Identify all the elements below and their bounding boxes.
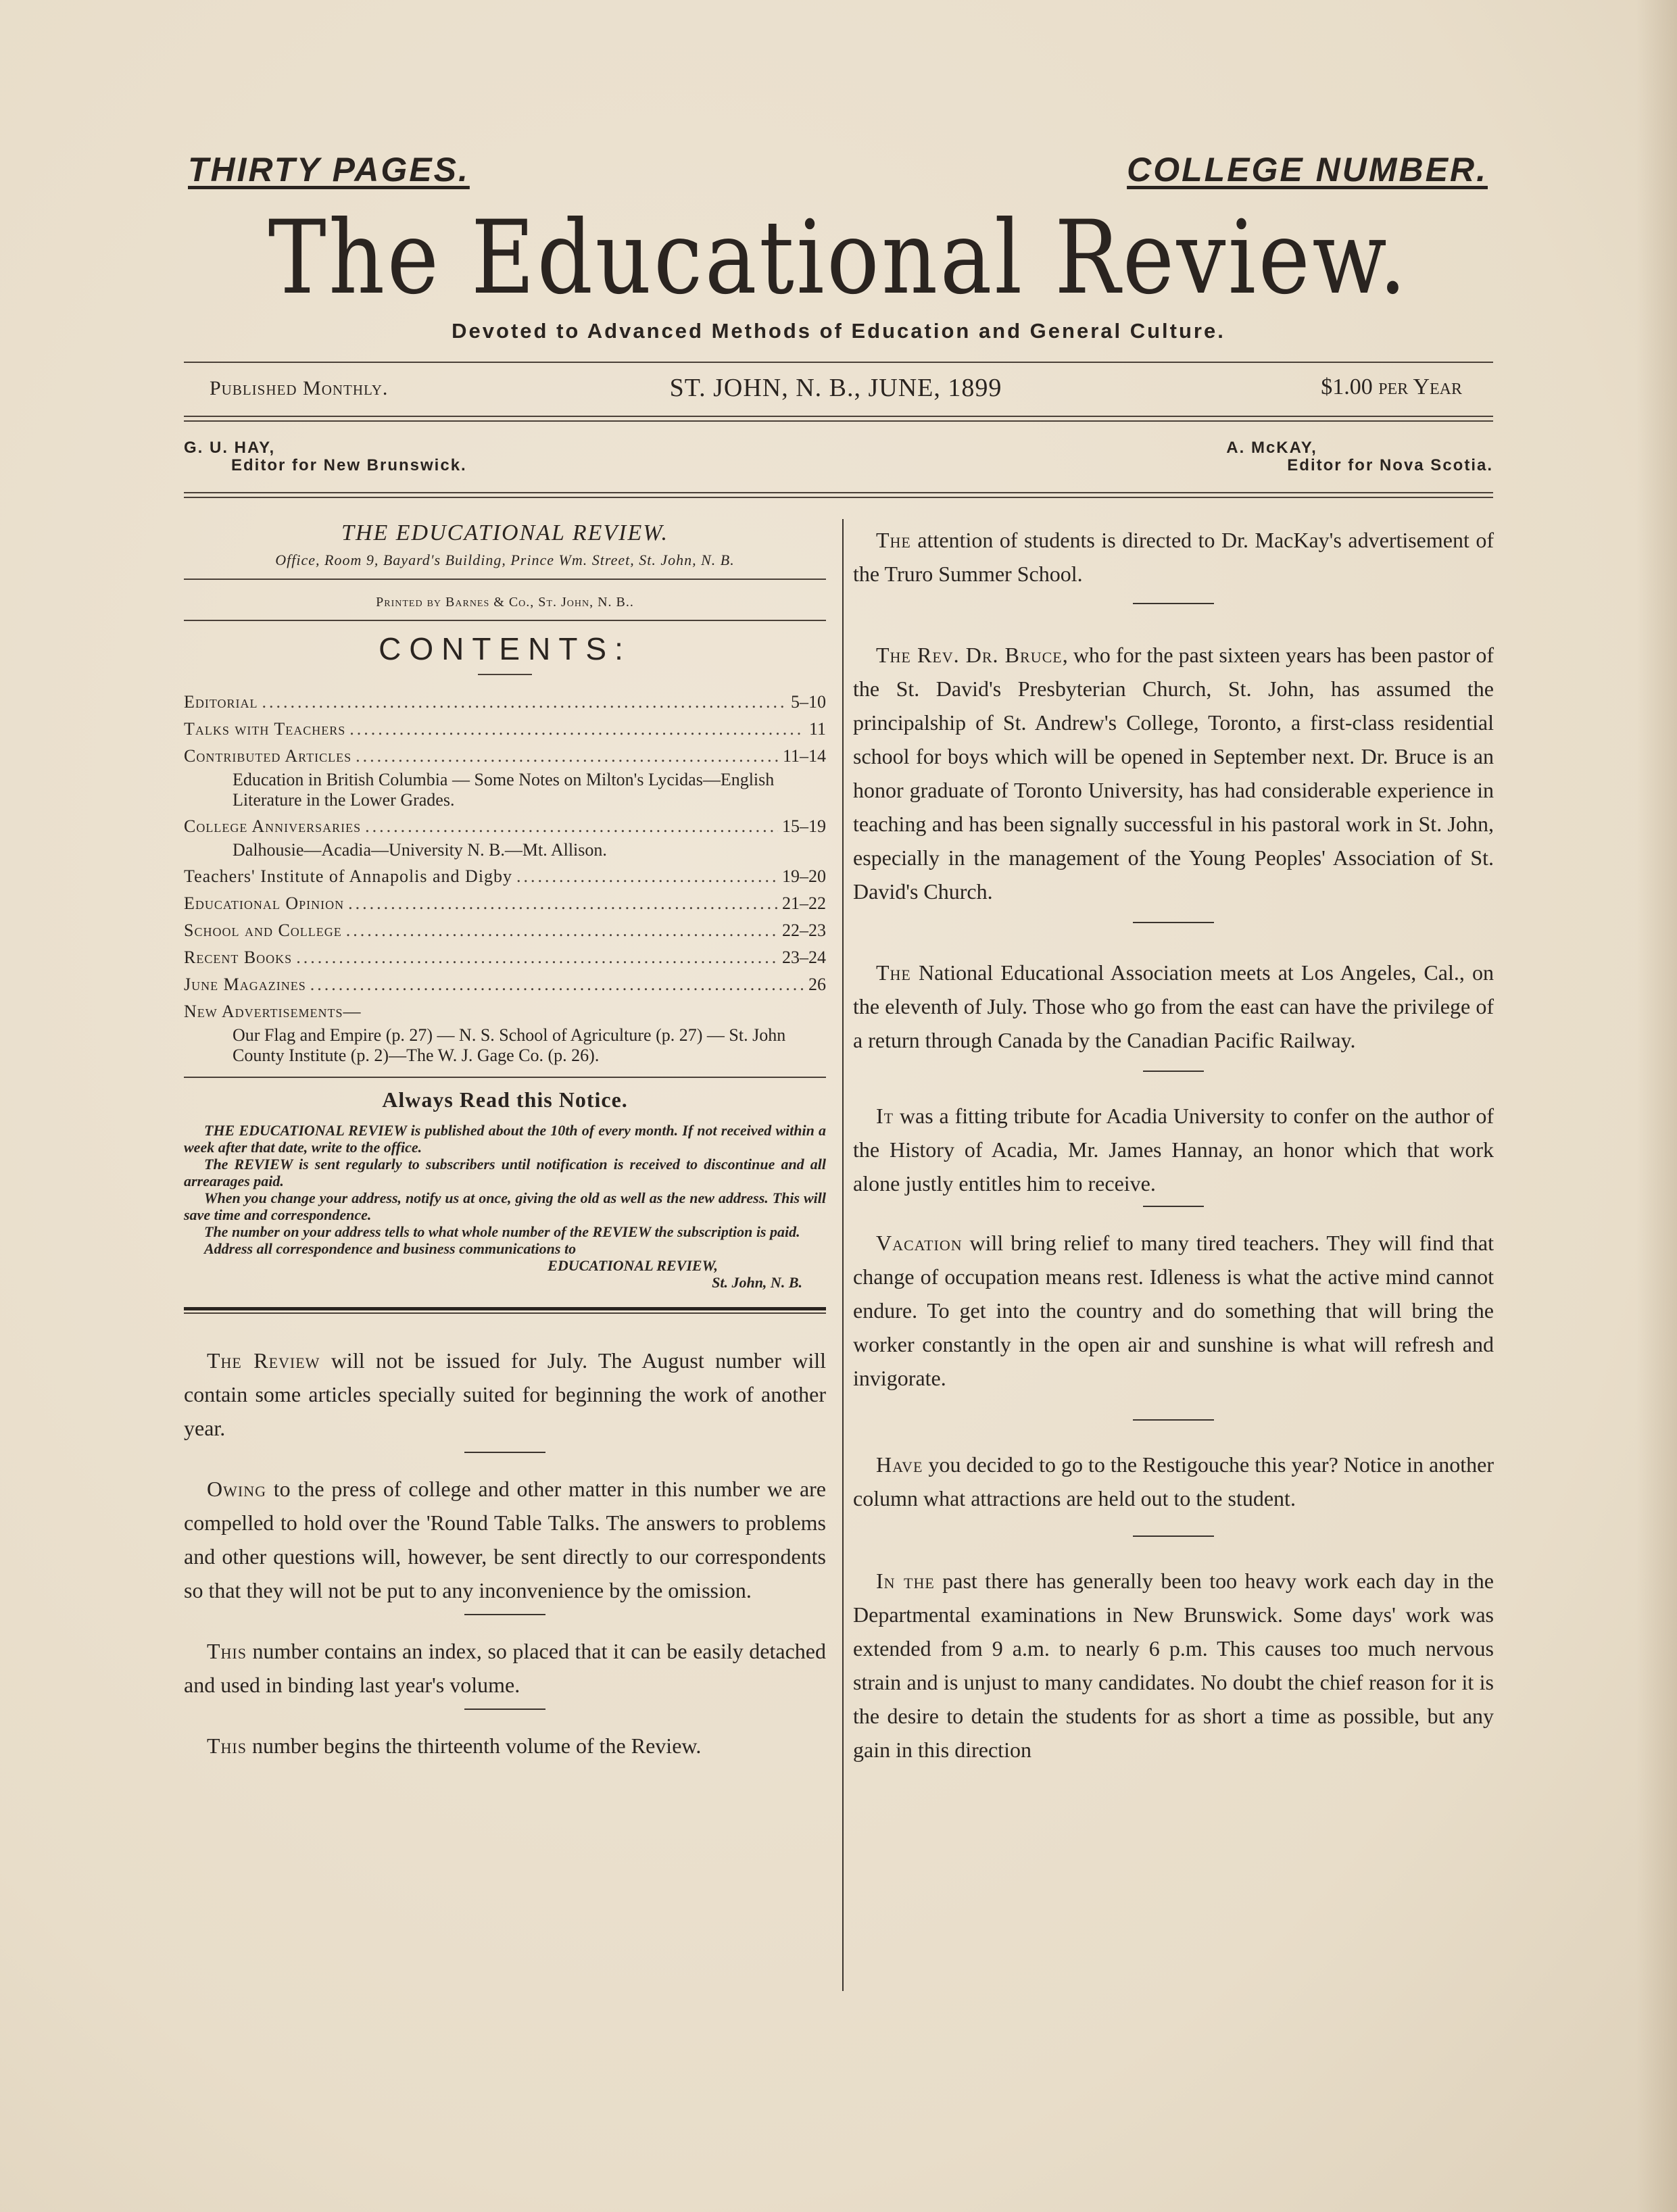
toc-pages: 11–14 (782, 746, 826, 766)
toc-pages: 23–24 (782, 948, 826, 967)
notice-line: THE EDUCATIONAL REVIEW is published about the 10th of every month. If not received within a week after that date, write to the office. (184, 1122, 826, 1156)
notice-body (184, 1122, 826, 1291)
office-address: Office, Room 9, Bayard's Building, Prince Wm. Street, St. John, N. B. (275, 551, 735, 568)
price: $1.00 per Year (1321, 374, 1462, 399)
editor-ns-name: A. McKAY, (1226, 439, 1317, 457)
notice-address-2: St. John, N. B. (712, 1274, 802, 1291)
toc-row (184, 743, 826, 770)
toc-title: Recent Books (184, 948, 293, 967)
toc-pages: 19–20 (782, 866, 826, 886)
toc-title: Contributed Articles (184, 746, 352, 766)
toc-title: Editorial (184, 692, 258, 712)
toc-title: School and College (184, 920, 342, 940)
masthead-title: The Educational Review. (268, 199, 1409, 317)
table-of-contents (184, 689, 826, 1066)
rule-double-1 (184, 416, 1493, 422)
thick-rule (184, 1307, 826, 1310)
toc-title: June Magazines (184, 975, 306, 994)
toc-row (184, 944, 826, 971)
separator (1133, 922, 1214, 923)
contents-heading: CONTENTS: (379, 631, 631, 666)
paragraph: This number contains an index, so placed that it can be easily detached and used in binding last year's volume. (184, 1639, 826, 1697)
toc-title: College Anniversaries (184, 816, 362, 836)
toc-row (184, 890, 826, 917)
notice-address-1: EDUCATIONAL REVIEW, (548, 1257, 718, 1274)
toc-description: Education in British Columbia — Some Notes on Milton's Lycidas—English Literature in the Lower Grades. (233, 770, 775, 810)
toc-row (184, 689, 826, 716)
new-ads-label: New Advertisements— (184, 1002, 362, 1021)
place-date: ST. JOHN, N. B., JUNE, 1899 (669, 374, 1002, 402)
thin-rule (184, 1312, 826, 1314)
left-paragraphs (184, 1344, 826, 1763)
right-column (853, 514, 1494, 1767)
notice-line: The number on your address tells to what whole number of the REVIEW the subscription is paid. (204, 1223, 800, 1240)
separator (1143, 1206, 1204, 1207)
printed-by: Printed by Barnes & Co., St. John, N. B.. (376, 595, 634, 610)
editors-line (184, 439, 1493, 480)
published-monthly: Published Monthly. (210, 377, 389, 399)
toc-row (184, 917, 826, 944)
toc-pages: 11 (808, 719, 826, 739)
toc-pages: 21–22 (782, 893, 826, 913)
left-column (184, 514, 826, 1763)
rule (184, 579, 826, 580)
toc-row (184, 998, 826, 1025)
toc-pages: 26 (808, 975, 826, 994)
paragraph: The Review will not be issued for July. The August number will contain some articles specially suited for beginning the work of another year. (184, 1348, 827, 1440)
review-title: THE EDUCATIONAL REVIEW. (341, 520, 669, 545)
toc-title: Educational Opinion (184, 893, 345, 913)
paragraph: Owing to the press of college and other matter in this number we are compelled to hold over the 'Round Table Talks. The answers to problems and other questions will, however, be sent directly to our correspondents so that they will not be put to any inconvenience by the omission. (184, 1477, 826, 1602)
masthead-subtitle: Devoted to Advanced Methods of Education and General Culture. (452, 319, 1225, 343)
top-tagline (188, 150, 1488, 197)
new-ads-description: Our Flag and Empire (p. 27) — N. S. School of Agriculture (p. 27) — St. John County Institute (p. 2)—The W. J. Gage Co. (p. 26). (233, 1025, 786, 1065)
toc-pages: 15–19 (782, 816, 826, 836)
thirty-pages-tag: THIRTY PAGES. (188, 151, 470, 189)
toc-row (184, 813, 826, 840)
notice-line: Address all correspondence and business communications to (204, 1240, 577, 1257)
short-rule (478, 674, 532, 675)
paragraph: Have you decided to go to the Restigouche this year? Notice in another column what attractions are held out to the student. (853, 1452, 1494, 1510)
rule (184, 1077, 826, 1078)
separator (1133, 603, 1214, 604)
publication-line (210, 373, 1462, 407)
editor-nb-role: Editor for New Brunswick. (231, 456, 467, 475)
editor-nb (184, 439, 467, 475)
toc-row (184, 971, 826, 998)
paragraph: It was a fitting tribute for Acadia University to confer on the author of the History of Acadia, Mr. James Hannay, an honor which that work alone justly entitles him to receive. (853, 1104, 1494, 1196)
notice-line: When you change your address, notify us at once, giving the old as well as the new address. This will save time and correspondence. (184, 1189, 826, 1223)
toc-pages: 22–23 (782, 920, 826, 940)
separator (1133, 1419, 1214, 1421)
rule-top (184, 362, 1493, 363)
rule-double-2 (184, 492, 1493, 498)
right-paragraphs (853, 523, 1494, 1767)
paragraph: The National Educational Association meets at Los Angeles, Cal., on the eleventh of July. Those who go from the east can have the privilege of a return through Canada by the Canadian Pacific Railway. (853, 960, 1494, 1052)
notice-heading: Always Read this Notice. (382, 1087, 628, 1112)
toc-row (184, 716, 826, 743)
notice-line: The REVIEW is sent regularly to subscribers until notification is received to discontinue and all arrearages paid. (184, 1156, 826, 1189)
separator (1143, 1071, 1204, 1072)
separator (464, 1452, 545, 1453)
separator (1133, 1535, 1214, 1537)
paragraph: The attention of students is directed to Dr. MacKay's advertisement of the Truro Summer School. (853, 528, 1494, 586)
separator (464, 1614, 545, 1615)
paragraph: This number begins the thirteenth volume of the Review. (207, 1734, 702, 1758)
toc-description: Dalhousie—Acadia—University N. B.—Mt. Allison. (233, 840, 607, 860)
paragraph: In the past there has generally been too heavy work each day in the Departmental examinations in New Brunswick. Some days' work was extended from 9 a.m. to nearly 6 p.m. This causes too much nervous strain and is unjust to many candidates. No doubt the chief reason for it is the desire to detain the students for as short a time as possible, but any gain in this direction (853, 1569, 1494, 1762)
rule (184, 620, 826, 621)
toc-pages: 5–10 (791, 692, 826, 712)
toc-row (184, 863, 826, 890)
toc-title: Teachers' Institute of Annapolis and Digby (184, 866, 513, 886)
separator (464, 1709, 545, 1710)
college-number-tag: COLLEGE NUMBER. (1127, 151, 1488, 189)
editor-nb-name: G. U. HAY, (184, 439, 276, 457)
editor-ns-role: Editor for Nova Scotia. (1287, 456, 1493, 475)
paragraph: Vacation will bring relief to many tired teachers. They will find that change of occupation means rest. Idleness is what the active mind cannot endure. To get into the country and do something that will bring the worker constantly in the open air and sunshine is what will refresh and invigorate. (853, 1231, 1494, 1390)
paragraph: The Rev. Dr. Bruce, who for the past sixteen years has been pastor of the St. David's Presbyterian Church, St. John, has assumed the principalship of St. Andrew's College, Toronto, a first-class residential school for boys which will be opened in September next. Dr. Bruce is an honor graduate of Toronto University, has had considerable experience in teaching and has been signally successful in his pastoral work in St. John, especially in the management of the Young Peoples' Association of St. David's Church. (853, 643, 1494, 904)
editor-ns (1226, 439, 1493, 475)
column-divider (842, 519, 844, 1991)
toc-title: Talks with Teachers (184, 719, 346, 739)
